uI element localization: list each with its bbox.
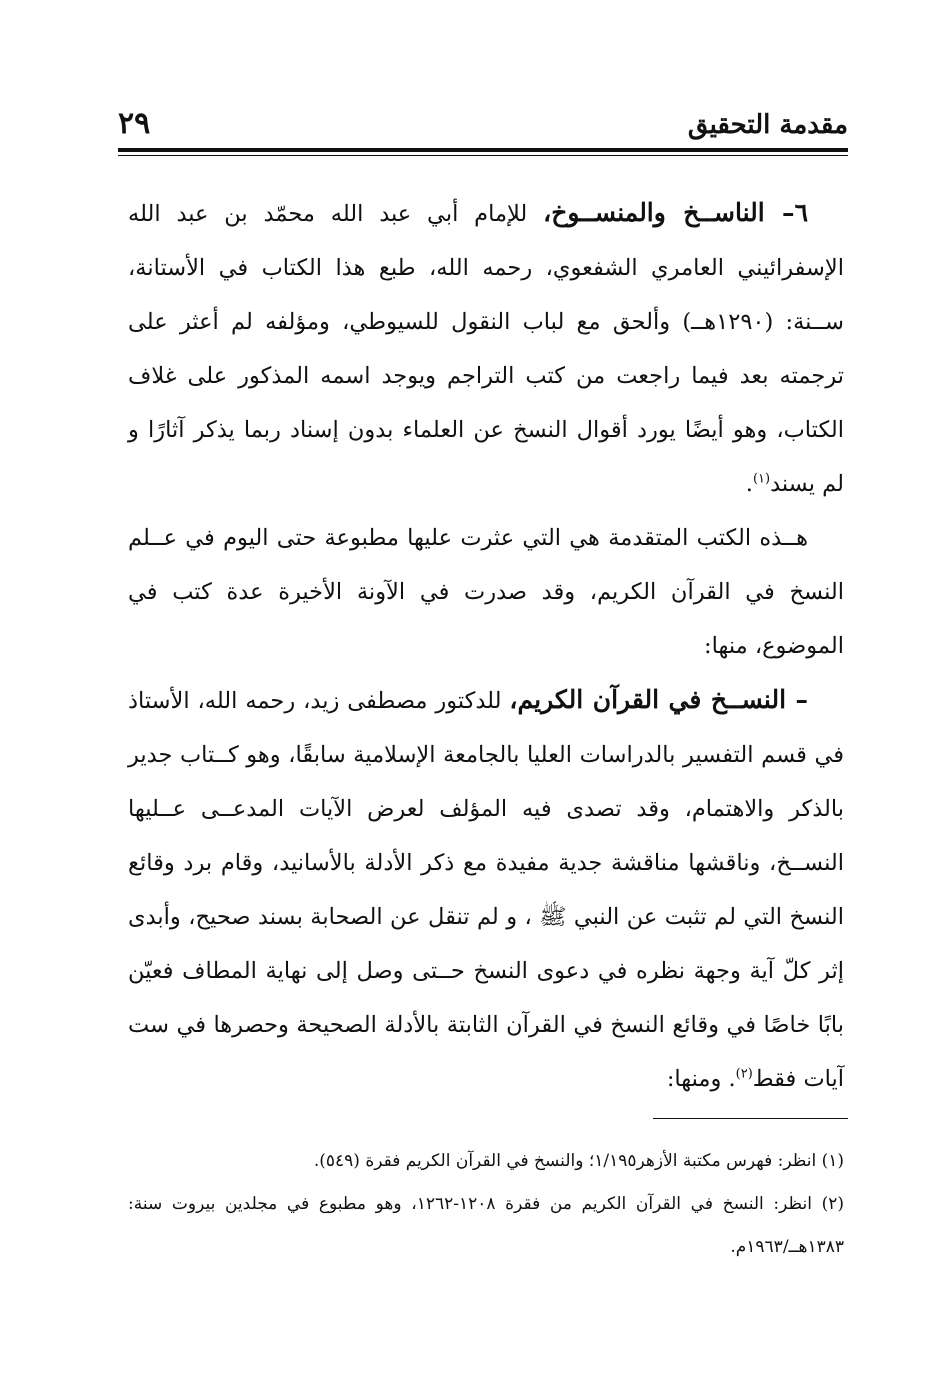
paragraph-6 [128,186,844,511]
book-title-naskh-quran: – النســخ في القرآن الكريم، [509,685,809,714]
main-text [128,186,844,1106]
header-rule-thick [118,148,848,152]
footnotes [128,1140,844,1269]
paragraph-6-end: . [745,471,753,497]
page-number: ٢٩ [118,106,151,141]
paragraph-naskh-text: للدكتور مصطفى زيد، رحمه الله، الأستاذ في قسم التفسير بالدراسات العليا بالجامعة الإسلامية سابقًا، وهو كــتاب جدير بالذكر والاهتمام، وقد تصدى فيه المؤلف لعرض الآيات المدعــى عــليها النســخ، وناقشها مناقشة جدية مفيدة مع ذكر الأدلة بالأسانيد، وقام برد وقائع النسخ التي لم تثبت عن النبي ﷺ ، و لم تنقل عن الصحابة بسند صحيح، وأبدى إثر كلّ آية وجهة نظره في دعوى النسخ حــتى وصل إلى نهاية المطاف فعيّن بابًا خاصًا في وقائع النسخ في القرآن الثابتة بالأدلة الصحيحة وحصرها في ست آيات فقط [128,688,844,1092]
paragraph-6-text: للإمام أبي عبد الله محمّد بن عبد الله الإسفرائيني العامري الشفعوي، رحمه الله، طبع هذا الكتاب في الأستانة، ســنة: (١٢٩٠هــ) وألحق مع لباب النقول للسيوطي، ومؤلفه لم أعثر على ترجمته بعد فيما راجعت من كتب التراجم ويوجد اسمه المذكور على غلاف الكتاب، وهو أيضًا يورد أقوال النسخ عن العلماء بدون إسناد ربما يذكر آثارًا و لم يسند [128,201,844,497]
page-header [118,104,848,144]
footnote-1: (١) انظر: فهرس مكتبة الأزهر١/١٩٥؛ والنسخ في القرآن الكريم فقرة (٥٤٩). [313,1151,844,1171]
header-rule-thin [118,155,848,156]
footnote-ref-1: (١) [752,471,771,487]
footnote-ref-2: (٢) [735,1066,753,1082]
footnote-separator [653,1118,848,1119]
paragraph-summary: هــذه الكتب المتقدمة هي التي عثرت عليها مطبوعة حتى اليوم في عــلم النسخ في القرآن الكريم، وقد صدرت في الآونة الأخيرة عدة كتب في الموضوع، منها: [128,525,844,659]
paragraph-naskh-end: . ومنها: [666,1066,736,1092]
running-title: مقدمة التحقيق [687,110,848,140]
book-title-nasikh: ٦– الناســخ والمنســوخ، [543,198,808,227]
paragraph-naskh-quran [128,673,844,1106]
footnote-2: (٢) انظر: النسخ في القرآن الكريم من فقرة ١٢٠٨-١٢٦٢، وهو مطبوع في مجلدين بيروت سنة: ١٣٨٣هــ/١٩٦٣م. [128,1194,844,1257]
